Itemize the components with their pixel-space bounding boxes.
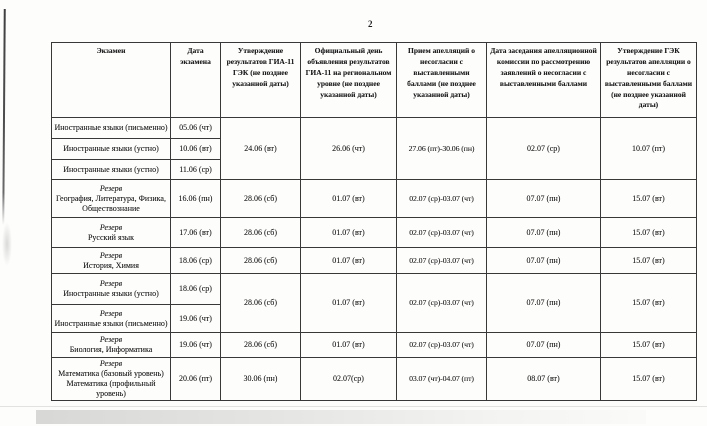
table-row-reserve-geography [52, 180, 697, 218]
table-row-reserve-biology-informatics [52, 333, 697, 358]
commission-date-cell: 07.07 (пн) [487, 274, 601, 333]
exam-name-cell [52, 358, 171, 401]
exam-name-cell: Иностранные языки (устно) [52, 139, 171, 160]
exam-name-cell [52, 180, 171, 218]
announcement-cell: 01.07 (вт) [301, 274, 397, 333]
exam-name: География, Литература, Физика, Обществознание [56, 193, 166, 213]
appeal-approval-cell: 15.07 (вт) [601, 180, 697, 218]
col-header-exam-date: Дата экзамена [171, 43, 221, 118]
exam-date-cell: 18.06 (ср) [171, 274, 221, 305]
table-row-foreign-written [52, 118, 697, 139]
commission-date-cell: 07.07 (пн) [487, 218, 601, 248]
exam-name-cell [52, 248, 171, 274]
gia-approval-cell: 28.06 (сб) [221, 180, 301, 218]
reserve-label: Резерв [99, 335, 123, 344]
exam-name-cell [52, 218, 171, 248]
appeal-approval-cell: 15.07 (вт) [601, 358, 697, 401]
reserve-label: Резерв [99, 359, 123, 368]
gia-approval-cell: 28.06 (сб) [221, 333, 301, 358]
appeal-approval-cell: 15.07 (вт) [601, 248, 697, 274]
gia-approval-cell: 28.06 (сб) [221, 218, 301, 248]
announcement-cell: 02.07(ср) [301, 358, 397, 401]
appeal-approval-cell: 15.07 (вт) [601, 218, 697, 248]
table-row-reserve-mathematics [52, 358, 697, 401]
exam-name: Русский язык [87, 232, 135, 242]
appeal-approval-cell: 15.07 (вт) [601, 274, 697, 333]
announcement-cell: 01.07 (вт) [301, 248, 397, 274]
table-header-row [52, 43, 697, 118]
table-row-reserve-foreign-oral [52, 274, 697, 305]
exam-date-cell: 18.06 (ср) [171, 248, 221, 274]
exam-date-cell: 11.06 (ср) [171, 160, 221, 180]
commission-date-cell: 07.07 (пн) [487, 248, 601, 274]
scan-artifact-bottom-line [0, 406, 707, 407]
exam-name: История, Химия [83, 260, 139, 270]
gia-approval-cell: 30.06 (пн) [221, 358, 301, 401]
reserve-label: Резерв [99, 222, 123, 232]
exam-name: Иностранные языки (устно) [63, 289, 159, 298]
appeal-period-cell: 27.06 (пт)-30.06 (пн) [397, 118, 487, 180]
commission-date-cell: 08.07 (вт) [487, 358, 601, 401]
gia-approval-cell: 28.06 (сб) [221, 248, 301, 274]
exam-name: Иностранные языки (письменно) [54, 318, 168, 328]
col-header-exam: Экзамен [52, 43, 171, 118]
announcement-cell: 01.07 (вт) [301, 218, 397, 248]
scan-artifact-bottom-band [36, 410, 646, 424]
appeal-period-cell: 02.07 (ср)-03.07 (чт) [397, 248, 487, 274]
appeal-period-cell: 02.07 (ср)-03.07 (чт) [397, 333, 487, 358]
scan-artifact-smudge [2, 222, 12, 266]
commission-date-cell: 07.07 (пн) [487, 180, 601, 218]
appeal-period-cell: 02.07 (ср)-03.07 (чт) [397, 180, 487, 218]
commission-date-cell: 07.07 (пн) [487, 333, 601, 358]
reserve-label: Резерв [99, 308, 123, 318]
exam-name-cell [52, 305, 171, 333]
announcement-cell: 01.07 (вт) [301, 180, 397, 218]
col-header-gek-appeal-approval: Утверждение ГЭК результатов апелляции о несогласии с выставленными баллами (не позднее указанной даты) [601, 43, 697, 118]
gia-approval-cell: 24.06 (вт) [221, 118, 301, 180]
gia-approval-cell: 28.06 (сб) [221, 274, 301, 333]
exam-name-cell: Иностранные языки (устно) [52, 160, 171, 180]
exam-schedule-table [51, 42, 697, 401]
exam-name-cell [52, 274, 171, 305]
exam-name-cell: Иностранные языки (письменно) [52, 118, 171, 139]
announcement-cell: 26.06 (чт) [301, 118, 397, 180]
exam-date-cell: 05.06 (чт) [171, 118, 221, 139]
exam-date-cell: 10.06 (вт) [171, 139, 221, 160]
exam-name: Биология, Информатика [69, 345, 153, 354]
exam-date-cell: 19.06 (чт) [171, 333, 221, 358]
appeal-period-cell: 02.07 (ср)-03.07 (чт) [397, 274, 487, 333]
exam-date-cell: 19.06 (чт) [171, 305, 221, 333]
table-row-reserve-russian [52, 218, 697, 248]
reserve-label: Резерв [99, 250, 123, 260]
exam-name-cell [52, 333, 171, 358]
appeal-period-cell: 02.07 (ср)-03.07 (чт) [397, 218, 487, 248]
col-header-appeal-commission-date: Дата заседания апелляционной комиссии по рассмотрению заявлений о несогласии с выставленными баллами [487, 43, 601, 118]
col-header-gek-approval: Утверждение результатов ГИА-11 ГЭК (не позднее указанной даты) [221, 43, 301, 118]
appeal-period-cell: 03.07 (чт)-04.07 (пт) [397, 358, 487, 401]
exam-date-cell: 16.06 (пн) [171, 180, 221, 218]
exam-date-cell: 20.06 (пт) [171, 358, 221, 401]
exam-name: Математика (базовый уровень) Математика (профильный уровень) [58, 369, 164, 398]
commission-date-cell: 02.07 (ср) [487, 118, 601, 180]
reserve-label: Резерв [99, 183, 123, 193]
appeal-approval-cell: 15.07 (вт) [601, 333, 697, 358]
reserve-label: Резерв [99, 279, 123, 288]
col-header-official-announcement: Официальный день объявления результатов ГИА-11 на региональном уровне (не позднее указанной даты) [301, 43, 397, 118]
col-header-appeal-submission: Прием апелляций о несогласии с выставленными баллами (не позднее указанной даты) [397, 43, 487, 118]
announcement-cell: 01.07 (вт) [301, 333, 397, 358]
appeal-approval-cell: 10.07 (пт) [601, 118, 697, 180]
scan-artifact-spine-line [2, 9, 6, 225]
page-number: 2 [368, 19, 373, 29]
table-row-reserve-history-chemistry [52, 248, 697, 274]
exam-date-cell: 17.06 (вт) [171, 218, 221, 248]
